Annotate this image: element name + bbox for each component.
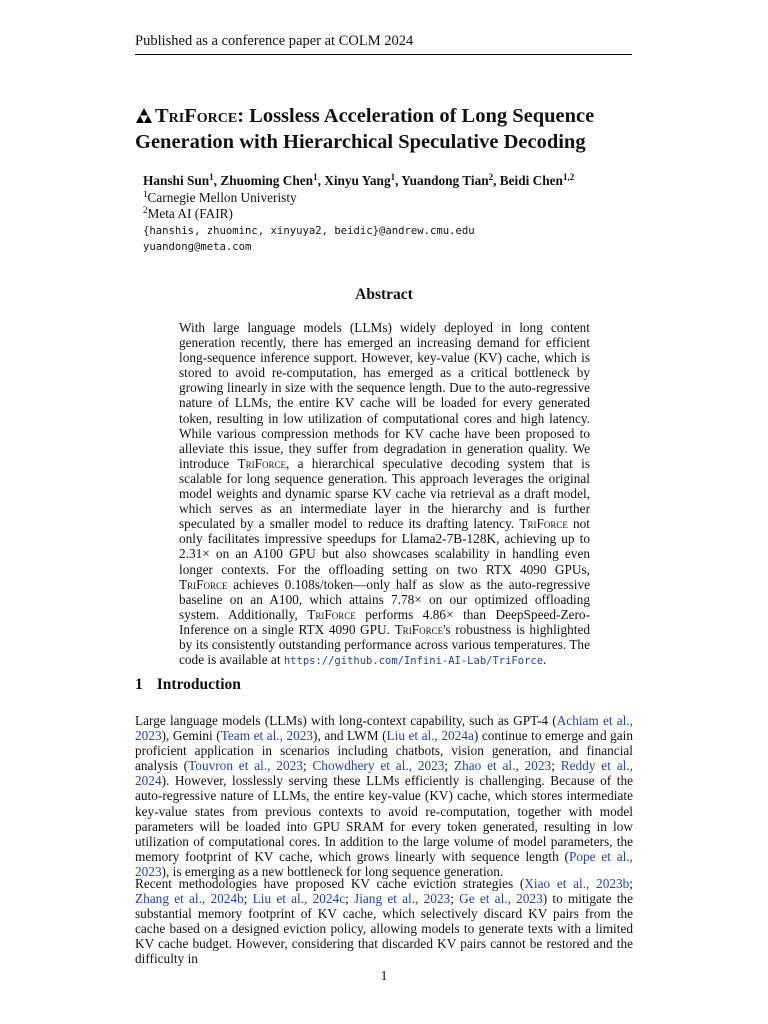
email-2: yuandong@meta.com [143, 241, 252, 253]
author-sup: 1 [313, 172, 318, 182]
citation-link[interactable]: Reddy et al., 2024 [135, 758, 633, 789]
citation-link[interactable]: Achiam et al., 2023 [135, 713, 633, 744]
author-names [143, 173, 623, 190]
triangle-logo-icon [135, 106, 153, 130]
intro-paragraph-1: Large language models (LLMs) with long-context capability, such as GPT-4 (Achiam et al., 2023), Gemini (Team et al., 2023), and LWM (Liu et al., 2024a) continue to emerge and gain proficient application in scenarios including chatbots, vision generation, and financial analysis (Touvron et al., 2023; Chowdhery et al., 2023; Zhao et al., 2023; Reddy et al., 2024). However, losslessly serving these LLMs efficiently is challenging. Because of the auto-regressive nature of LLMs, the entire key-value (KV) cache, which stores intermediate key-value states from previous contexts to avoid re-computation, together with model parameters will be loaded into GPU SRAM for every token generated, resulting in low utilization of computational cores. In addition to the large volume of model parameters, the memory footprint of KV cache, which grows linearly with sequence length (Pope et al., 2023), is emerging as a new bottleneck for long sequence generation. [135, 713, 634, 879]
citation-link[interactable]: Pope et al., 2023 [135, 848, 633, 879]
citation-link[interactable]: Zhao et al., 2023 [453, 758, 552, 774]
author-block [143, 173, 623, 256]
citation-link[interactable]: Liu et al., 2024c [252, 891, 346, 907]
author-name: , Beidi Chen [493, 173, 563, 188]
email-1: {hanshis, zhuominc, xinyuya2, beidic}@andrew.cmu.edu [143, 224, 475, 237]
author-name: , Yuandong Tian [395, 173, 489, 188]
code-repo-link[interactable]: https://github.com/Infini-AI-Lab/TriForce [283, 655, 544, 668]
abstract-heading: Abstract [355, 286, 413, 303]
affiliation-2: $^2$Meta AI (FAIR) [143, 205, 233, 221]
citation-link[interactable]: Jiang et al., 2023 [354, 891, 451, 907]
title-line2: Generation with Hierarchical Speculative Decoding [135, 131, 586, 153]
title-triforce: TriForce [155, 105, 238, 127]
author-name: Hanshi Sun [143, 173, 210, 188]
citation-link[interactable]: Chowdhery et al., 2023 [312, 758, 445, 774]
citation-link[interactable]: Xiao et al., 2023b [524, 876, 630, 891]
author-sup: 2 [488, 172, 494, 182]
citation-link[interactable]: Liu et al., 2024a [386, 728, 474, 744]
author-sup: 1 [209, 172, 214, 182]
running-header: Published as a conference paper at COLM 2024 [135, 33, 632, 55]
citation-link[interactable]: Zhang et al., 2024b [135, 891, 244, 907]
author-name: , Xinyu Yang [317, 173, 391, 188]
affiliation-1: $^1$Carnegie Mellon Univeristy [143, 188, 297, 205]
author-sup: 1 [390, 172, 396, 182]
intro-paragraph-2: Recent methodologies have proposed KV cache eviction strategies (Xiao et al., 2023b; Zhang et al., 2024b; Liu et al., 2024c; Jiang et al., 2023; Ge et al., 2023) to mitigate the substantial memory footprint of KV cache, which selectively discard KV pairs from the cache based on a designed eviction policy, allowing models to generate texts with a limited KV cache budget. However, considering that discarded KV pairs cannot be restored and the difficulty in [135, 876, 633, 967]
section-heading-introduction: 1 Introduction [135, 676, 241, 693]
paper-title [135, 104, 635, 154]
citation-link[interactable]: Ge et al., 2023 [459, 891, 543, 907]
citation-link[interactable]: Touvron et al., 2023 [188, 758, 303, 774]
author-name: , Zhuoming Chen [213, 173, 314, 188]
abstract-body: With large language models (LLMs) widely deployed in long content generation recently, there has emerged an increasing demand for efficient long-sequence inference support. However, key-value (KV) cache, which is stored to avoid re-computation, has emerged as a critical bottleneck by growing linearly in size with the sequence length. Due to the auto-regressive nature of LLMs, the entire KV cache will be loaded for every generated token, resulting in low utilization of computational cores and high latency. While various compression methods for KV cache have been proposed to alleviate this issue, they suffer from degradation in generation quality. We introduce TriForce, a hierarchical speculative decoding system that is scalable for long sequence generation. This approach leverages the original model weights and dynamic sparse KV cache via retrieval as a draft model, which serves as an intermediate layer in the hierarchy and is further speculated by a smaller model to reduce its drafting latency. TriForce not only facilitates impressive speedups for Llama2-7B-128K, achieving up to 2.31× on an A100 GPU but also showcases scalability in handling even longer contexts. For the offloading setting on two RTX 4090 GPUs, TriForce achieves 0.108s/token—only half as slow as the auto-regressive baseline on an A100, which attains 7.78× on our optimized offloading system. Additionally, TriForce performs 4.86× than DeepSpeed-Zero-Inference on a single RTX 4090 GPU. TriForce's robustness is highlighted by its consistently outstanding performance across various temperatures. The code is available at https://github.com/Infini-AI-Lab/TriForce. [179, 320, 590, 668]
citation-link[interactable]: Team et al., 2023 [220, 728, 314, 744]
title-line1: : Lossless Acceleration of Long Sequence [237, 105, 595, 127]
page-number: 1 [380, 969, 388, 984]
author-sup: 1,2 [562, 172, 575, 182]
